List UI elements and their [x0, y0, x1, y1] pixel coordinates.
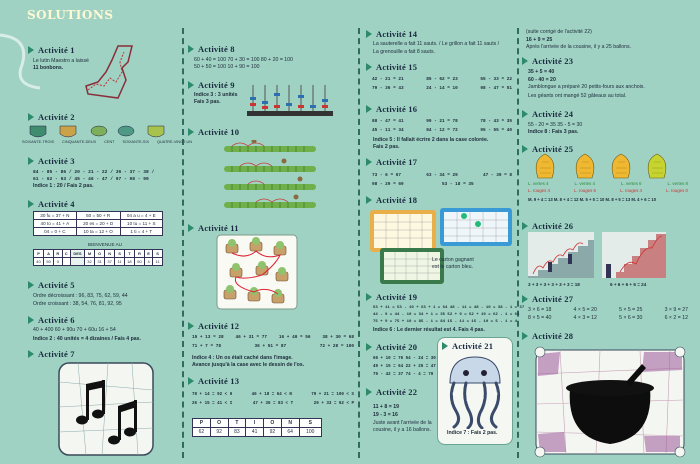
table-row [193, 419, 322, 428]
activity-25-labels-green [528, 180, 688, 187]
letter-cell: DES [70, 250, 84, 258]
letter-cell: A [44, 250, 54, 258]
activity-12-hint-1: Indice 4 : Un os était caché dans l'image. [192, 355, 293, 361]
activity-15-operations [372, 76, 512, 83]
number-cell: 83 [228, 428, 246, 437]
svg-text:30: 30 [494, 392, 498, 396]
activity-24-title: Activité 24 [522, 109, 573, 119]
number-lines-illustration [196, 140, 324, 216]
multiplication: 5 × 6 = 30 [619, 315, 643, 321]
activity-20-line-2: 49 + 15 = 64 22 + 25 = 47 [373, 365, 436, 369]
letter-cell: P [193, 419, 211, 428]
activity-4-title: Activité 4 [28, 199, 75, 209]
table-cell: 04 a u = 4 + E [120, 212, 162, 220]
activity-12-operations-2 [192, 343, 354, 350]
operation: 84 - 12 = 72 [426, 128, 458, 133]
operation: 79 + 21 = 100 < S [311, 393, 354, 397]
activity-6-line-1: 40 + 400 60 + 90u 70 + 60u 16 + 54 [33, 327, 116, 333]
activity-17-operations [372, 172, 512, 179]
activity-20-line-1: 66 + 10 = 76 54 - 24 = 30 [373, 357, 436, 361]
letter-cell: N [281, 419, 299, 428]
operation: 38 + 30 = 68 [322, 335, 354, 340]
multiplication: 5 × 5 = 25 [619, 307, 643, 313]
activity-2-label: SOIXANTE-SIX [122, 140, 150, 144]
activity-22-line-3: Juste avant l'arrivée de la [373, 420, 432, 426]
table-row [34, 258, 163, 266]
letter-cell: C [62, 250, 70, 258]
activity-14-line-2: La grenouille a fait 8 sauts. [373, 49, 436, 55]
baskets-maze-illustration [216, 234, 298, 310]
operation: 72 + 28 = 100 [319, 344, 354, 349]
table-cell: 20 es = 20 + D [76, 220, 120, 228]
cauldron-mosaic-illustration [530, 344, 690, 458]
activity-26-title: Activité 26 [522, 221, 573, 231]
activity-9-line-2: Fais 3 pas. [194, 99, 221, 105]
table-row [193, 428, 322, 437]
activity-7-title: Activité 7 [28, 349, 75, 359]
activity-5-line-2: Ordre croissant : 38, 54, 76, 81, 92, 95 [33, 301, 122, 307]
operation: 15 + 13 = 28 [192, 335, 224, 340]
jellyfish-illustration [440, 353, 510, 429]
letter-cell: T [228, 419, 246, 428]
stairs-illustration-2 [602, 232, 666, 278]
abacus-illustration [245, 83, 335, 117]
activity-17-title: Activité 17 [366, 157, 417, 167]
activity-13-title: Activité 13 [188, 376, 239, 386]
activity-10-title: Activité 10 [188, 127, 239, 137]
number-cell: 50 [44, 258, 54, 266]
activity-16-hint-2: Fais 2 pas. [373, 144, 400, 150]
table-row [34, 228, 163, 236]
number-cell: 64 [281, 428, 299, 437]
multiplication: 4 × 5 = 20 [573, 307, 597, 313]
letter-cell: O [264, 419, 282, 428]
table-cell: 10 tu = 11 + S [120, 220, 162, 228]
letter-cell: R [134, 250, 144, 258]
number-cell: 92 [264, 428, 282, 437]
activity-25-title: Activité 25 [522, 144, 573, 154]
letter-cell: R [54, 250, 62, 258]
activity-19-line-2: 44 - 9 = 44 - 10 = 34 + 1 = 35 52 + 9 = 52 + 10 = 62 - 1 = 61 [373, 313, 520, 317]
operation: 73 - 6 = 67 [372, 173, 401, 178]
activity-26-line-2: 6 + 6 + 6 + 6 = 24 [610, 282, 647, 287]
activity-1-title: Activité 1 [28, 45, 75, 55]
corn-label: L. rouges 4 [620, 188, 642, 193]
suite-line-1: (suite corrigé de l'activité 22) [526, 29, 592, 35]
number-cell: 62 [193, 428, 211, 437]
activity-13-operations [192, 392, 354, 399]
number-cell: 32 [84, 258, 94, 266]
music-notes-mosaic [58, 362, 154, 456]
svg-text:24: 24 [480, 396, 484, 400]
activity-13-word-table [192, 418, 322, 437]
activity-6-title: Activité 6 [28, 315, 75, 325]
activity-27-title: Activité 27 [522, 294, 573, 304]
table-cell: 04 = 0 + C [34, 228, 77, 236]
activity-14-title: Activité 14 [366, 29, 417, 39]
number-cell: 41 [246, 428, 264, 437]
activity-19-hint: Indice 6 : Le dernier résultat est 4. Fais 4 pas. [373, 327, 485, 333]
operation: 85 - 62 = 23 [426, 77, 458, 82]
activity-15-title: Activité 15 [366, 62, 417, 72]
operation: 79 - 36 = 43 [372, 86, 404, 91]
number-cell: 11 [153, 258, 163, 266]
activity-1-text-1: Le lutin Maestro a laissé [33, 58, 89, 64]
operation: 26 + 15 = 41 < I [192, 402, 233, 406]
activity-18-title: Activité 18 [366, 195, 417, 205]
activity-19-line-3: 75 + 9 = 75 + 10 = 85 - 1 = 84 15 - 11 = 15 - 10 = 5 - 1 = 4 [373, 320, 518, 324]
suite-line-3: Après l'arrivée de la cousine, il y a 25 ballons. [526, 44, 632, 50]
number-cell: 31 [95, 258, 105, 266]
activity-23-title: Activité 23 [522, 56, 573, 66]
number-cell: 11 [115, 258, 125, 266]
activity-22-line-1: 11 + 8 = 19 [373, 404, 399, 410]
activity-18-text-2: est le carton bleu. [432, 264, 473, 270]
activity-8-line-1: 60 + 40 = 100 70 + 30 = 100 80 + 20 = 100 [194, 57, 293, 63]
activity-22-title: Activité 22 [366, 387, 417, 397]
letter-cell: M [84, 250, 94, 258]
activity-4-word-table [33, 249, 163, 266]
activity-2-title: Activité 2 [28, 112, 75, 122]
activity-16-operations-2 [372, 127, 512, 134]
operation: 88 - 47 = 41 [372, 119, 404, 124]
operation: 55 - 33 = 22 [480, 77, 512, 82]
letter-cell: S [115, 250, 125, 258]
activity-5-title: Activité 5 [28, 280, 75, 290]
multiplication: 3 × 6 = 18 [528, 307, 552, 313]
activity-27-row-2 [528, 315, 688, 322]
operation: 47 - 39 = 8 [483, 173, 512, 178]
table-row [34, 250, 163, 258]
number-cell: 0 [54, 258, 62, 266]
multiplication: 6 × 2 = 12 [664, 315, 688, 321]
operation: 71 + 7 = 78 [192, 344, 221, 349]
operation: 16 + 40 = 56 [278, 335, 311, 340]
table-cell: 1 ti = 4 + T [120, 228, 162, 236]
activity-20-line-3: 79 - 42 = 37 74 - 4 = 70 [373, 373, 434, 377]
activity-19-title: Activité 19 [366, 292, 417, 302]
activity-23-line-4: Les géants ont mangé 52 gâteaux au total. [528, 93, 627, 99]
activity-2-label: SOIXANTE-TROIS [22, 140, 55, 144]
activity-4-table [33, 211, 163, 236]
operation: 98 - 29 = 69 [372, 182, 404, 187]
activity-5-line-1: Ordre décroissant : 96, 83, 75, 62, 59, 44 [33, 293, 128, 299]
activity-28-title: Activité 28 [522, 331, 573, 341]
number-cell: 18 [124, 258, 134, 266]
activity-22-line-4: cousine, il y a 16 ballons. [373, 427, 431, 433]
corn-label: L. rouges 6 [574, 188, 596, 193]
svg-text:12: 12 [466, 398, 470, 402]
operation: 24 - 14 = 10 [426, 86, 458, 91]
activity-16-hint-1: Indice 5 : Il fallait écrire 2 dans la case colorée. [373, 137, 489, 143]
number-cell: 92 [210, 428, 228, 437]
operation: 45 - 11 = 34 [372, 128, 404, 133]
svg-text:16: 16 [452, 392, 456, 396]
activity-23-line-3: Jamblongue a préparé 20 petits-fours aux anchois. [528, 84, 645, 90]
table-cell: 40 to = 41 + A [34, 220, 77, 228]
suite-line-2: 16 + 9 = 25 [526, 37, 553, 43]
bingo-cards-illustration [368, 206, 518, 286]
activity-9-title: Activité 9 [188, 80, 235, 90]
activity-17-operations-2 [372, 181, 512, 188]
corn-label: L. rouges 0 [666, 188, 688, 193]
activity-2-label: CENT [104, 140, 115, 144]
activity-19-line-1: 53 + 11 = 53 - 10 + 63 + 1 = 64 48 - 11 = 48 - 10 = 38 - 1 = 37 [373, 306, 525, 310]
multiplication: 3 × 9 = 27 [664, 307, 688, 313]
boot-path-illustration [78, 42, 138, 104]
column-divider [182, 28, 184, 458]
number-cell [62, 258, 70, 266]
activity-8-title: Activité 8 [188, 44, 235, 54]
operation: 46 + 31 = 77 [235, 335, 268, 340]
activity-1-text-2: 11 bonbons. [33, 65, 64, 71]
stairs-jumps-illustration [528, 232, 594, 278]
column-divider [358, 28, 360, 458]
activity-15-operations-2 [372, 85, 512, 92]
operation: 47 + 36 = 83 < T [252, 402, 294, 406]
corn-label: L. vertes 4 [528, 181, 549, 186]
page-title: SOLUTIONS [27, 8, 114, 22]
activity-24-hint: Indice 8 : Fais 3 pas. [528, 129, 579, 135]
operation: 95 - 55 = 40 [480, 128, 512, 133]
operation: 78 + 14 = 92 < 0 [192, 393, 233, 397]
activity-21-hint: Indice 7 : Fais 2 pas. [447, 430, 498, 436]
activity-11-title: Activité 11 [188, 223, 239, 233]
corn-label: L. vertes 8 [667, 181, 688, 186]
operation: 78 - 43 = 35 [480, 119, 512, 124]
operation: 63 - 34 = 29 [426, 173, 458, 178]
letter-cell: S [299, 419, 322, 428]
number-cell [70, 258, 84, 266]
activity-26-line-1: 3 + 3 + 3 + 3 + 3 + 3 = 18 [528, 282, 580, 287]
table-cell: 50 = 50 + R [76, 212, 120, 220]
activity-25-labels-red [528, 187, 688, 194]
corn-label: L. vertes 4 [574, 181, 595, 186]
activity-24-line-1: 55 - 20 = 35 35 - 5 = 30 [528, 122, 583, 128]
operation: 99 - 21 = 78 [426, 119, 458, 124]
operation: 46 + 18 = 64 < N [251, 393, 292, 397]
activity-23-line-2: 60 - 40 = 20 [528, 77, 556, 83]
activity-2-labels [22, 139, 192, 146]
corn-label: L. rouges 4 [528, 188, 550, 193]
number-cell: 4 [145, 258, 153, 266]
operation: 36 + 51 = 87 [254, 344, 287, 349]
activity-12-operations [192, 334, 354, 341]
table-row [34, 220, 163, 228]
activity-3-line-2: 61 - 62 - 63 / 45 - 46 - 47 / 97 - 98 - 99 [33, 177, 149, 182]
letter-cell: O [210, 419, 228, 428]
number-cell: 40 [34, 258, 44, 266]
multiplication: 4 × 3 = 12 [573, 315, 597, 321]
activity-23-line-1: 35 + 5 = 40 [528, 69, 555, 75]
activity-22-line-2: 19 - 3 = 16 [373, 412, 398, 418]
number-cell: 37 [105, 258, 115, 266]
activity-4-bienvenue: BIENVENUE AU [88, 242, 122, 247]
activity-12-hint-2: Avance jusqu'à la case avec le dessin de l'os. [192, 362, 305, 368]
table-cell: 10 ta = 12 + O [76, 228, 120, 236]
letter-cell: T [124, 250, 134, 258]
table-row [34, 212, 163, 220]
operation: 29 + 33 = 62 < P [313, 402, 354, 406]
number-cell: 50 [134, 258, 144, 266]
activity-2-label: CINQUANTE-DEUX [62, 140, 97, 144]
corn-label: L. vertes 6 [621, 181, 642, 186]
activity-13-operations-2 [192, 401, 354, 408]
number-cell: 100 [299, 428, 322, 437]
operation: 53 - 18 = 35 [442, 182, 474, 187]
activity-2-label: QUATRE-VINGT-UN [157, 140, 192, 144]
activity-8-line-2: 50 + 50 = 100 10 + 90 = 100 [194, 64, 260, 70]
activity-27-row-1 [528, 307, 688, 314]
letter-cell: P [34, 250, 44, 258]
operation: 42 - 21 = 21 [372, 77, 404, 82]
activity-3-hint: Indice 1 : 20 / Fais 2 pas. [33, 183, 94, 189]
table-cell: 30 fu = 37 + N [34, 212, 77, 220]
activity-14-line-1: La sauterelle a fait 11 sauts. / Le grillon a fait 11 sauts / [373, 41, 500, 47]
decor-swirl [0, 20, 40, 90]
activity-6-hint: Indice 2 : 40 unités = 4 dizaines / Fais 4 pas. [33, 336, 141, 342]
letter-cell: E [145, 250, 153, 258]
letter-cell: O [95, 250, 105, 258]
activity-21-title: Activité 21 [442, 341, 493, 351]
activity-18-text-1: Le carton gagnant [432, 257, 474, 263]
activity-9-line-1: Indice 3 : 3 unités [194, 92, 238, 98]
multiplication: 8 × 5 = 40 [528, 315, 552, 321]
corn-cobs-illustration [530, 150, 690, 180]
activity-3-line-1: 84 - 85 - 86 / 20 - 21 - 22 / 36 - 37 - 38 / [33, 170, 155, 175]
letter-cell: S [153, 250, 163, 258]
letter-cell: N [105, 250, 115, 258]
operation: 98 - 47 = 51 [480, 86, 512, 91]
letter-cell: I [246, 419, 264, 428]
activity-3-title: Activité 3 [28, 156, 75, 166]
activity-12-title: Activité 12 [188, 321, 239, 331]
activity-16-title: Activité 16 [366, 104, 417, 114]
activity-25-equations: M. 9 + 4 = 13 M. 8 + 4 = 12 M. 5 + 5 = 10 M. 8 + 5 = 13 M. 4 + 6 = 10 [528, 197, 657, 202]
activity-16-operations [372, 118, 512, 125]
activity-20-title: Activité 20 [366, 342, 417, 352]
